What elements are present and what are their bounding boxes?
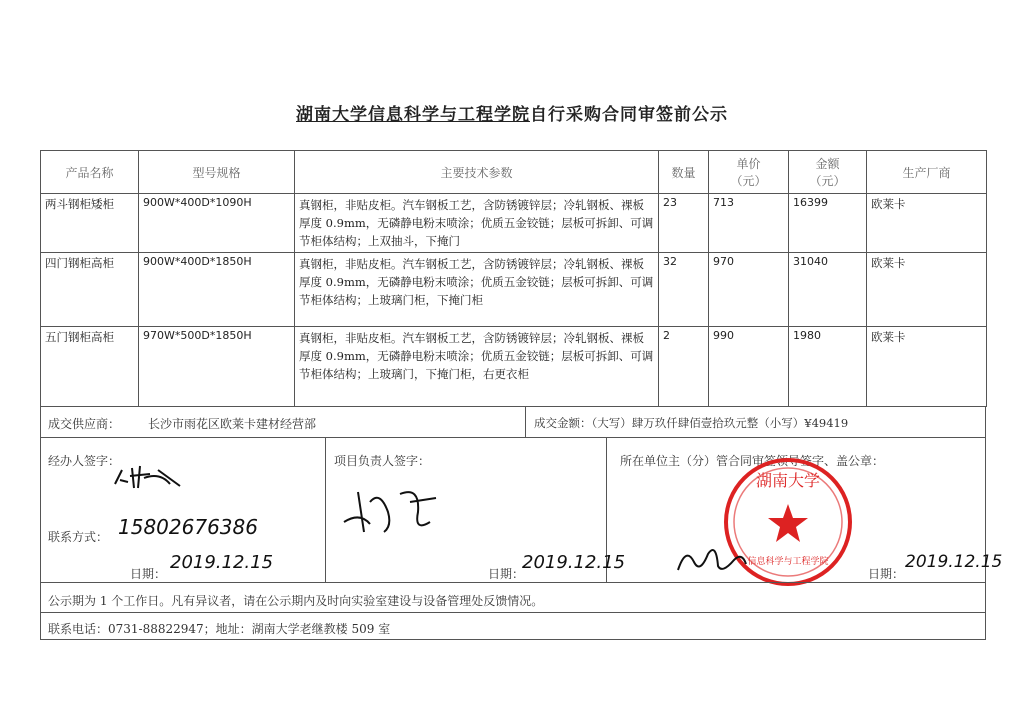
header-model: 型号规格: [139, 151, 295, 194]
notice-text: 公示期为 1 个工作日。凡有异议者，请在公示期内及时向实验室建设与设备管理处反馈情况。: [48, 594, 544, 608]
cell-model: 900W*400D*1850H: [139, 253, 295, 327]
supplier-name: 长沙市雨花区欧莱卡建材经营部: [148, 417, 317, 431]
handler-signature: [110, 462, 190, 492]
contact-label: 联系方式：: [48, 530, 109, 544]
handler-date: 2019.12.15: [170, 552, 274, 573]
cell-maker: 欧莱卡: [867, 253, 987, 327]
cell-name: 两斗钢柜矮柜: [41, 194, 139, 253]
handler-date-label: 日期：: [130, 567, 167, 581]
cell-qty: 23: [659, 194, 709, 253]
cell-qty: 2: [659, 327, 709, 407]
title-prefix: 湖南大学信息科学与工程学院: [296, 105, 530, 125]
leader-signature: [672, 540, 752, 576]
deal-amount: 成交金额：（大写）肆万玖仟肆佰壹拾玖元整（小写）¥49419: [534, 416, 849, 430]
header-qty: 数量: [659, 151, 709, 194]
project-signature: [340, 482, 450, 542]
cell-amount: 16399: [789, 194, 867, 253]
cell-price: 970: [709, 253, 789, 327]
cell-params: 真钢柜，非贴皮柜。汽车钢板工艺，含防锈镀锌层；冷轧钢板、裸板厚度 0.9mm，无磷静电粉末喷涂；优质五金铰链；层板可拆卸、可调节柜体结构；上玻璃门，下掩门柜，右更衣柜: [295, 327, 659, 407]
cell-price: 713: [709, 194, 789, 253]
svg-text:信息科学与工程学院: 信息科学与工程学院: [747, 557, 829, 567]
title-suffix: 自行采购合同审签前公示: [530, 105, 728, 125]
contact-line: 联系电话：0731-88822947；地址：湖南大学老继教楼 509 室: [48, 622, 391, 636]
cell-maker: 欧莱卡: [867, 194, 987, 253]
cell-name: 五门钢柜高柜: [41, 327, 139, 407]
cell-model: 900W*400D*1090H: [139, 194, 295, 253]
cell-params: 真钢柜，非贴皮柜。汽车钢板工艺，含防锈镀锌层；冷轧钢板、裸板厚度 0.9mm，无磷静电粉末喷涂；优质五金铰链；层板可拆卸、可调节柜体结构；上双抽斗，下掩门: [295, 194, 659, 253]
cell-name: 四门钢柜高柜: [41, 253, 139, 327]
table-row: [41, 194, 987, 253]
header-name: 产品名称: [41, 151, 139, 194]
supplier-label: 成交供应商：: [48, 417, 121, 431]
unit-date: 2019.12.15: [905, 552, 1003, 572]
header-maker: 生产厂商: [867, 151, 987, 194]
header-params: 主要技术参数: [295, 151, 659, 194]
handler-label: 经办人签字：: [48, 454, 121, 468]
unit-label: 所在单位主（分）管合同审签领导签字、盖公章：: [620, 454, 885, 468]
header-unit-price: 单价 （元）: [709, 151, 789, 194]
table-row: [41, 327, 987, 407]
table-row: [41, 253, 987, 327]
svg-text:湖南大学: 湖南大学: [755, 471, 821, 490]
header-amount: 金额 （元）: [789, 151, 867, 194]
table-header-row: [41, 151, 987, 194]
cell-amount: 1980: [789, 327, 867, 407]
cell-price: 990: [709, 327, 789, 407]
project-label: 项目负责人签字：: [334, 454, 431, 468]
project-date: 2019.12.15: [522, 552, 626, 573]
cell-qty: 32: [659, 253, 709, 327]
project-date-label: 日期：: [488, 567, 525, 581]
unit-date-label: 日期：: [868, 567, 905, 581]
cell-params: 真钢柜，非贴皮柜。汽车钢板工艺，含防锈镀锌层；冷轧钢板、裸板厚度 0.9mm，无磷静电粉末喷涂；优质五金铰链；层板可拆卸、可调节柜体结构；上玻璃门柜，下掩门柜: [295, 253, 659, 327]
goods-table: [40, 150, 987, 407]
cell-maker: 欧莱卡: [867, 327, 987, 407]
document-title: [0, 100, 1024, 125]
cell-model: 970W*500D*1850H: [139, 327, 295, 407]
contact-phone: 15802676386: [118, 515, 258, 539]
cell-amount: 31040: [789, 253, 867, 327]
